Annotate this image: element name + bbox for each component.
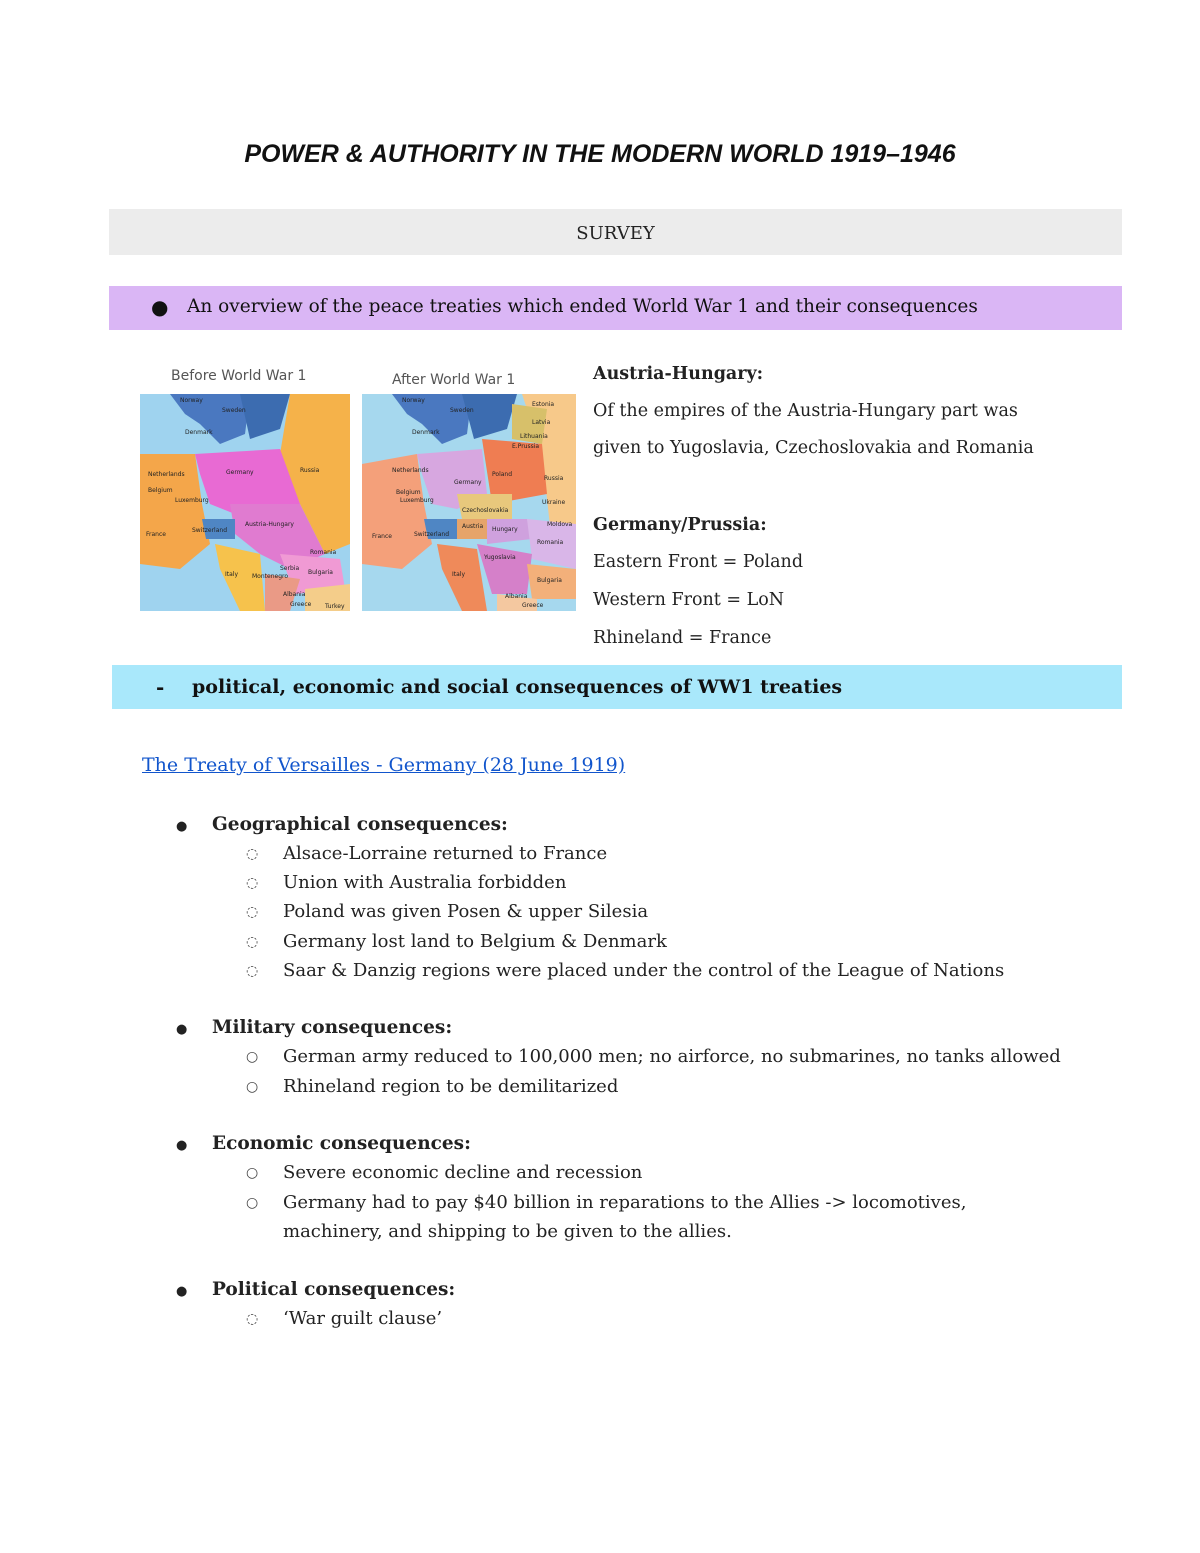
map-label: Luxemburg bbox=[400, 497, 434, 504]
map-label: Norway bbox=[180, 397, 203, 404]
hollow-dot-icon: ◌ bbox=[246, 904, 259, 920]
map-label: Switzerland bbox=[192, 527, 227, 534]
map-label: Greece bbox=[522, 602, 544, 609]
germany-prussia-text-1: Eastern Front = Poland bbox=[593, 552, 804, 572]
survey-banner: SURVEY bbox=[109, 209, 1122, 255]
map-label: Moldova bbox=[547, 521, 573, 528]
map-label: Denmark bbox=[185, 429, 213, 436]
ring-icon: ○ bbox=[246, 1049, 259, 1065]
map-label: Poland bbox=[492, 471, 513, 478]
ring-icon: ○ bbox=[246, 1195, 259, 1211]
map-label: Lithuania bbox=[520, 433, 548, 440]
map-label: Belgium bbox=[396, 489, 421, 496]
map-label: Estonia bbox=[532, 401, 555, 408]
map-label: Switzerland bbox=[414, 531, 449, 538]
list-item: Rhineland region to be demilitarized bbox=[283, 1076, 619, 1097]
map-label: Ukraine bbox=[542, 499, 566, 506]
consequences-text: political, economic and social consequences of WW1 treaties bbox=[192, 676, 843, 698]
list-item: Germany lost land to Belgium & Denmark bbox=[283, 931, 667, 952]
bullet-icon: ● bbox=[176, 1284, 188, 1299]
map-label: Netherlands bbox=[392, 467, 429, 474]
map-label: Hungary bbox=[492, 526, 518, 533]
map-label: Yugoslavia bbox=[484, 554, 516, 561]
map-before-ww1 bbox=[140, 360, 350, 612]
map-label: Austria bbox=[462, 523, 484, 530]
bullet-icon: ● bbox=[176, 819, 188, 834]
hollow-dot-icon: ◌ bbox=[246, 963, 259, 979]
map-before-image bbox=[140, 394, 350, 611]
map-label: Austria-Hungary bbox=[245, 521, 294, 528]
map-label: Netherlands bbox=[148, 471, 185, 478]
map-label: Germany bbox=[226, 469, 254, 476]
map-label: France bbox=[372, 533, 392, 540]
map-label: Russia bbox=[544, 475, 564, 482]
map-label: Luxemburg bbox=[175, 497, 209, 504]
map-label: Romania bbox=[310, 549, 337, 556]
map-label: Montenegro bbox=[252, 573, 289, 580]
map-label: Denmark bbox=[412, 429, 440, 436]
map-after-ww1 bbox=[362, 360, 576, 612]
map-label: Norway bbox=[402, 397, 425, 404]
overview-banner bbox=[109, 286, 1122, 330]
map-after-caption: After World War 1 bbox=[392, 372, 516, 388]
hollow-dot-icon: ◌ bbox=[246, 875, 259, 891]
map-label: Romania bbox=[537, 539, 564, 546]
list-item-continuation: machinery, and shipping to be given to the allies. bbox=[283, 1221, 732, 1242]
map-label: E.Prussia bbox=[512, 443, 540, 450]
hollow-dot-icon: ◌ bbox=[246, 846, 259, 862]
map-label: Russia bbox=[300, 467, 320, 474]
geographical-heading: Geographical consequences: bbox=[212, 814, 508, 835]
map-label: Sweden bbox=[222, 407, 246, 414]
political-heading: Political consequences: bbox=[212, 1279, 456, 1300]
map-label: Turkey bbox=[325, 603, 345, 610]
map-label: Greece bbox=[290, 601, 312, 608]
treaty-versailles-link[interactable]: The Treaty of Versailles - Germany (28 June 1919) bbox=[142, 754, 626, 776]
ring-icon: ○ bbox=[246, 1165, 259, 1181]
hollow-dot-icon: ◌ bbox=[246, 1311, 259, 1327]
bullet-icon: ● bbox=[176, 1138, 188, 1153]
austria-hungary-text-1: Of the empires of the Austria-Hungary part was bbox=[593, 401, 1018, 421]
map-label: Germany bbox=[454, 479, 482, 486]
list-item: Union with Australia forbidden bbox=[283, 872, 567, 893]
list-item: German army reduced to 100,000 men; no airforce, no submarines, no tanks allowed bbox=[283, 1046, 1061, 1067]
map-label: Belgium bbox=[148, 487, 173, 494]
germany-prussia-text-2: Western Front = LoN bbox=[593, 590, 785, 610]
austria-hungary-heading: Austria-Hungary: bbox=[593, 364, 764, 384]
list-item: Saar & Danzig regions were placed under the control of the League of Nations bbox=[283, 960, 1005, 981]
map-label: Serbia bbox=[280, 565, 300, 572]
list-item: Alsace-Lorraine returned to France bbox=[283, 843, 608, 864]
dash-marker: - bbox=[156, 675, 165, 699]
map-label: France bbox=[146, 531, 166, 538]
hollow-dot-icon: ◌ bbox=[246, 934, 259, 950]
map-after-image bbox=[362, 394, 576, 611]
germany-prussia-heading: Germany/Prussia: bbox=[593, 515, 767, 535]
map-label: Bulgaria bbox=[308, 569, 333, 576]
map-label: Bulgaria bbox=[537, 577, 562, 584]
economic-heading: Economic consequences: bbox=[212, 1133, 471, 1154]
overview-text: An overview of the peace treaties which ended World War 1 and their consequences bbox=[187, 296, 978, 317]
military-heading: Military consequences: bbox=[212, 1017, 453, 1038]
map-label: Czechoslovakia bbox=[462, 507, 509, 514]
map-label: Sweden bbox=[450, 407, 474, 414]
list-item: ‘War guilt clause’ bbox=[283, 1308, 443, 1329]
list-item: Poland was given Posen & upper Silesia bbox=[283, 901, 649, 922]
ring-icon: ○ bbox=[246, 1079, 259, 1095]
consequences-banner bbox=[112, 665, 1122, 709]
map-label: Italy bbox=[225, 571, 239, 578]
map-label: Albania bbox=[283, 591, 306, 598]
map-label: Albania bbox=[505, 593, 528, 600]
list-item: Severe economic decline and recession bbox=[283, 1162, 643, 1183]
germany-prussia-text-3: Rhineland = France bbox=[593, 628, 772, 648]
bullet-icon: ● bbox=[151, 295, 169, 319]
map-label: Italy bbox=[452, 571, 466, 578]
map-before-caption: Before World War 1 bbox=[171, 368, 307, 384]
map-label: Latvia bbox=[532, 419, 551, 426]
bullet-icon: ● bbox=[176, 1022, 188, 1037]
page-title: POWER & AUTHORITY IN THE MODERN WORLD 1919–1946 bbox=[244, 140, 956, 168]
list-item: Germany had to pay $40 billion in reparations to the Allies -> locomotives, bbox=[283, 1192, 967, 1213]
austria-hungary-text-2: given to Yugoslavia, Czechoslovakia and Romania bbox=[593, 438, 1034, 458]
